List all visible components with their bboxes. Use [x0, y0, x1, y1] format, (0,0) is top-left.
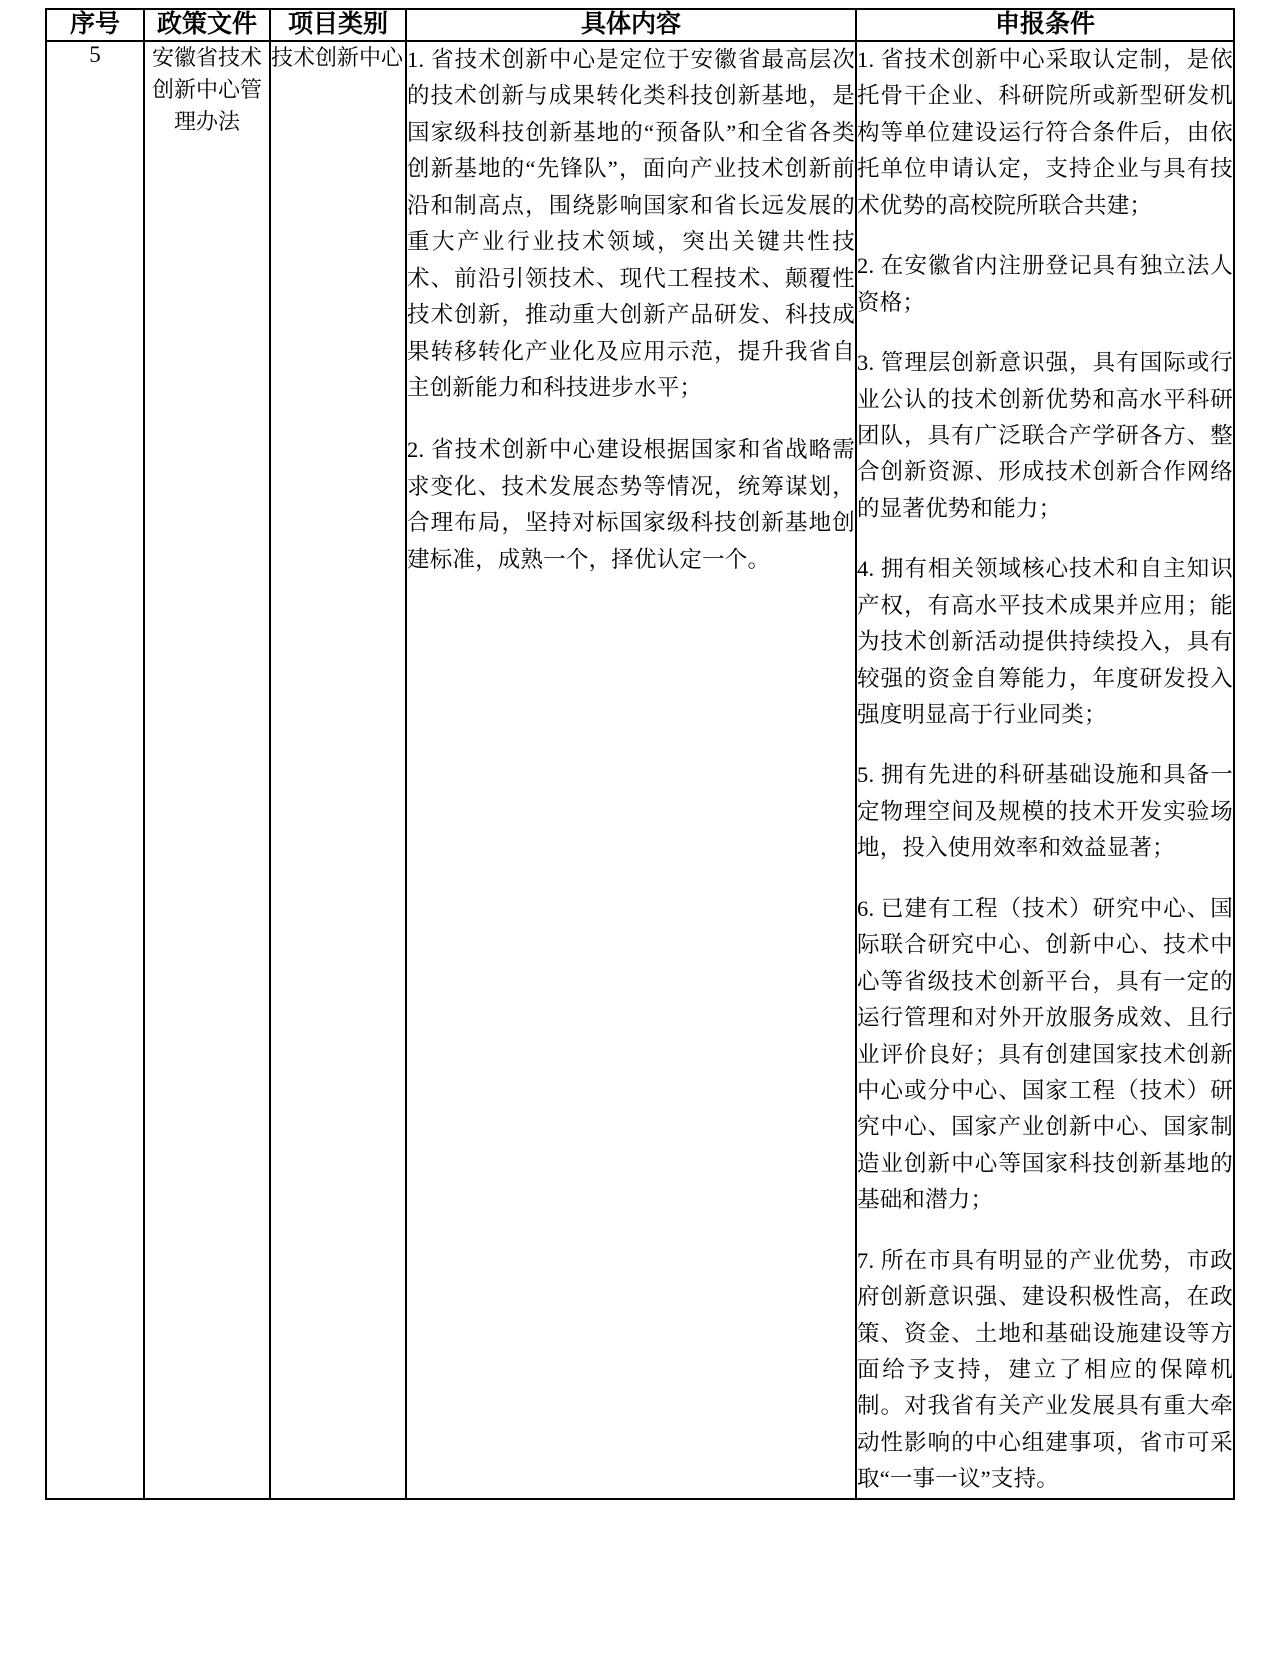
cell-policy-file [144, 41, 270, 1499]
policy-file-text: 安徽省技术创新中心管理办法 [151, 45, 262, 134]
cell-project-category [270, 41, 406, 1499]
policy-table [45, 8, 1235, 1500]
table-header-row [46, 9, 1234, 41]
content-paragraph: 2. 省技术创新中心建设根据国家和省战略需求变化、技术发展态势等情况，统筹谋划，合理布局，坚持对标国家级科技创新基地创建标准，成熟一个，择优认定一个。 [407, 437, 855, 572]
condition-item: 2. 在安徽省内注册登记具有独立法人资格； [857, 253, 1233, 315]
column-header-policy-file: 政策文件 [144, 9, 270, 41]
table-row [46, 41, 1234, 1499]
column-header-content: 具体内容 [406, 9, 856, 41]
application-conditions-body [857, 42, 1233, 1498]
cell-application-conditions [856, 41, 1234, 1499]
cell-specific-content [406, 41, 856, 1499]
condition-item: 4. 拥有相关领域核心技术和自主知识产权，有高水平技术成果并应用；能为技术创新活动提供持续投入，具有较强的资金自筹能力，年度研发投入强度明显高于行业同类； [857, 556, 1233, 727]
condition-item: 7. 所在市具有明显的产业优势，市政府创新意识强、建设积极性高，在政策、资金、土地和基础设施建设等方面给予支持，建立了相应的保障机制。对我省有关产业发展具有重大牵动性影响的中心组建事项，省市可采取“一事一议”支持。 [857, 1247, 1233, 1492]
project-category-text: 技术创新中心 [271, 45, 404, 70]
condition-item: 6. 已建有工程（技术）研究中心、国际联合研究中心、创新中心、技术中心等省级技术创新平台，具有一定的运行管理和对外开放服务成效、且行业评价良好；具有创建国家技术创新中心或分中心、国家工程（技术）研究中心、国家产业创新中心、国家制造业创新中心等国家科技创新基地的基础和潜力； [857, 895, 1233, 1213]
condition-item: 1. 省技术创新中心采取认定制，是依托骨干企业、科研院所或新型研发机构等单位建设运行符合条件后，由依托单位申请认定，支持企业与具有技术优势的高校院所联合共建； [857, 47, 1233, 218]
specific-content-body [407, 42, 855, 578]
column-header-category: 项目类别 [270, 9, 406, 41]
condition-item: 5. 拥有先进的科研基础设施和具备一定物理空间及规模的技术开发实验场地，投入使用效率和效益显著； [857, 762, 1233, 861]
condition-item: 3. 管理层创新意识强，具有国际或行业公认的技术创新优势和高水平科研团队，具有广泛联合产学研各方、整合创新资源、形成技术创新合作网络的显著优势和能力； [857, 350, 1233, 521]
cell-sequence-number: 5 [46, 41, 144, 1499]
column-header-seq: 序号 [46, 9, 144, 41]
table-header [46, 9, 1234, 41]
column-header-conditions: 申报条件 [856, 9, 1234, 41]
table-body [46, 41, 1234, 1499]
content-paragraph: 1. 省技术创新中心是定位于安徽省最高层次的技术创新与成果转化类科技创新基地，是国家级科技创新基地的“预备队”和全省各类创新基地的“先锋队”，面向产业技术创新前沿和制高点，围绕影响国家和省长远发展的重大产业行业技术领域，突出关键共性技术、前沿引领技术、现代工程技术、颠覆性技术创新，推动重大创新产品研发、科技成果转移转化产业化及应用示范，提升我省自主创新能力和科技进步水平； [407, 47, 855, 400]
